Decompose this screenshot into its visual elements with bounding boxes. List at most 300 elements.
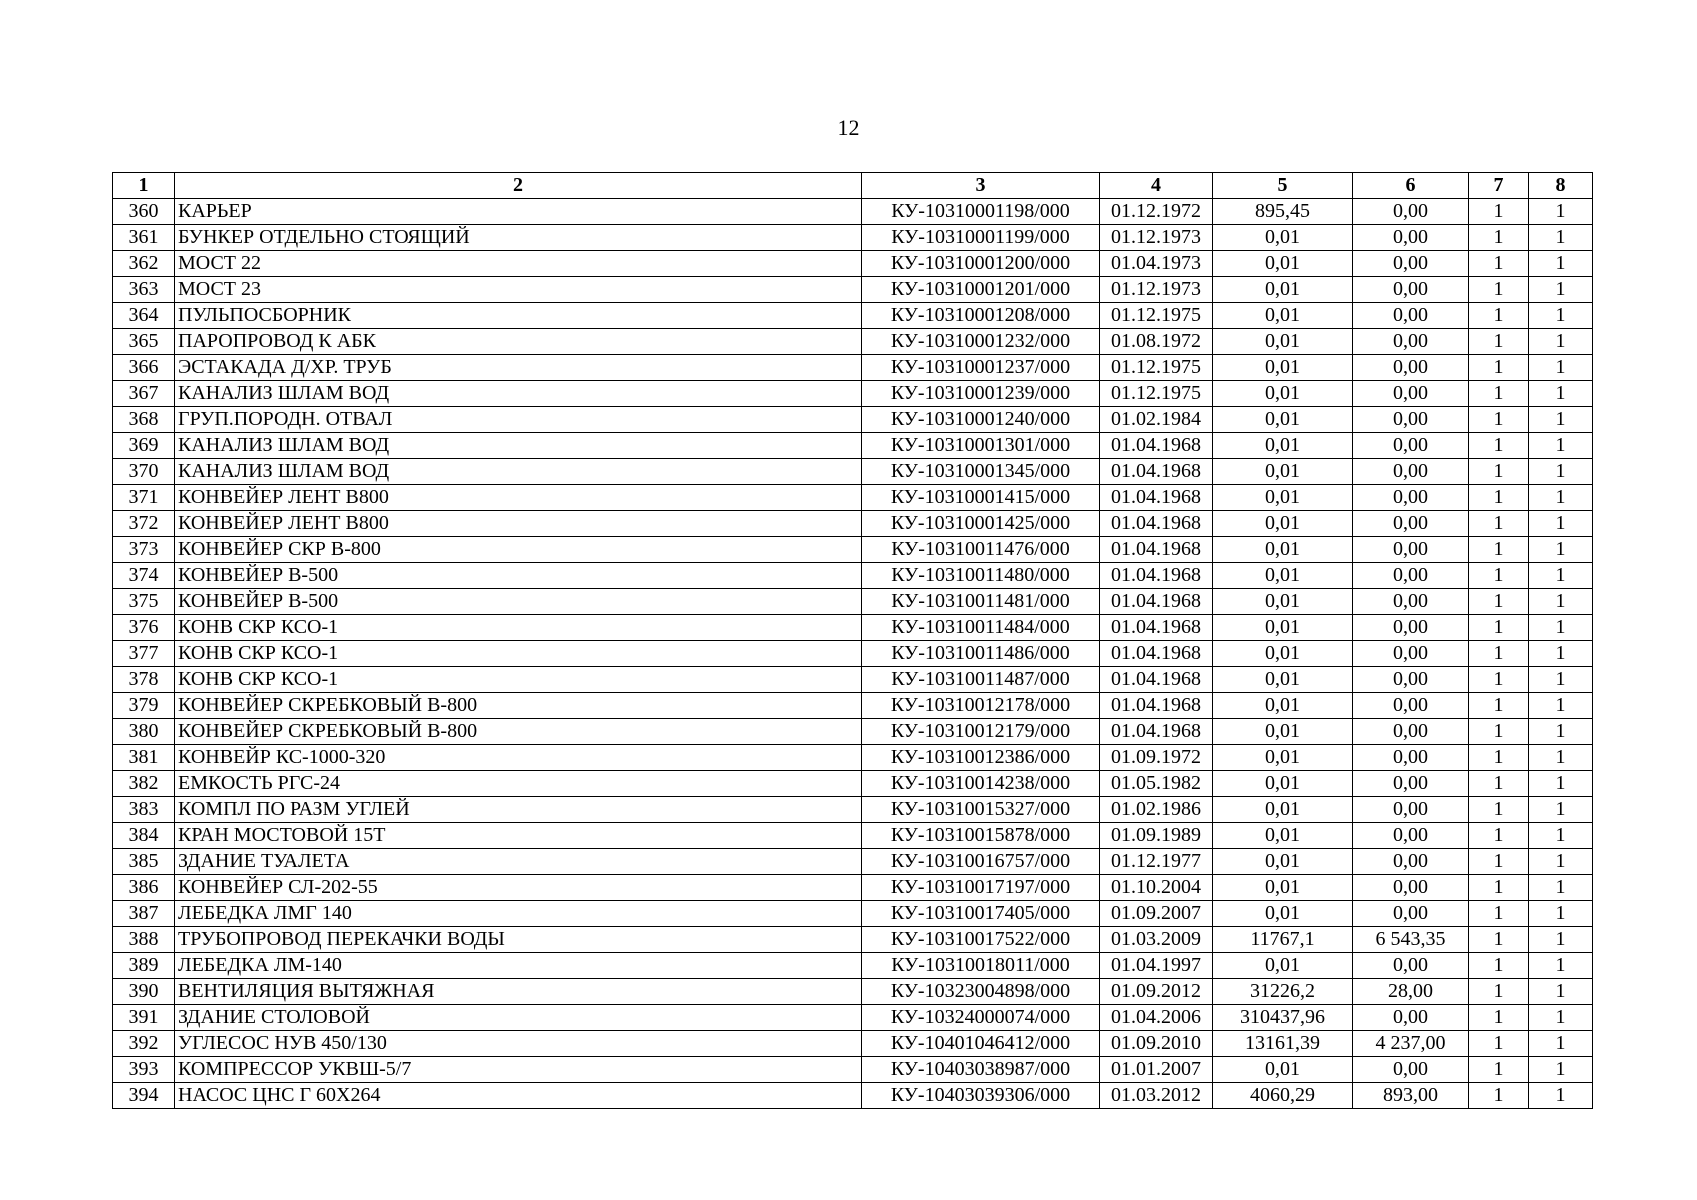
col8-cell: 1 bbox=[1529, 745, 1593, 771]
table-row bbox=[113, 1031, 1593, 1057]
column-header: 6 bbox=[1353, 173, 1469, 199]
row-number-cell: 377 bbox=[113, 641, 175, 667]
name-cell: КОНВЕЙЕР СКРЕБКОВЫЙ В-800 bbox=[175, 719, 862, 745]
value-cell: 13161,39 bbox=[1213, 1031, 1353, 1057]
residual-cell: 0,00 bbox=[1353, 511, 1469, 537]
inventory-number-cell: КУ-10403039306/000 bbox=[862, 1083, 1100, 1109]
col7-cell: 1 bbox=[1469, 719, 1529, 745]
row-number-cell: 394 bbox=[113, 1083, 175, 1109]
date-cell: 01.12.1975 bbox=[1100, 303, 1213, 329]
value-cell: 0,01 bbox=[1213, 901, 1353, 927]
inventory-number-cell: КУ-10310001237/000 bbox=[862, 355, 1100, 381]
name-cell: УГЛЕСОС НУВ 450/130 bbox=[175, 1031, 862, 1057]
value-cell: 0,01 bbox=[1213, 823, 1353, 849]
col8-cell: 1 bbox=[1529, 641, 1593, 667]
col7-cell: 1 bbox=[1469, 199, 1529, 225]
value-cell: 0,01 bbox=[1213, 277, 1353, 303]
date-cell: 01.04.1968 bbox=[1100, 589, 1213, 615]
value-cell: 0,01 bbox=[1213, 693, 1353, 719]
inventory-number-cell: КУ-10310017405/000 bbox=[862, 901, 1100, 927]
table-row bbox=[113, 979, 1593, 1005]
inventory-number-cell: КУ-10310017197/000 bbox=[862, 875, 1100, 901]
col8-cell: 1 bbox=[1529, 199, 1593, 225]
value-cell: 0,01 bbox=[1213, 485, 1353, 511]
col8-cell: 1 bbox=[1529, 303, 1593, 329]
row-number-cell: 361 bbox=[113, 225, 175, 251]
table-row bbox=[113, 537, 1593, 563]
value-cell: 0,01 bbox=[1213, 719, 1353, 745]
residual-cell: 0,00 bbox=[1353, 563, 1469, 589]
residual-cell: 0,00 bbox=[1353, 719, 1469, 745]
date-cell: 01.04.1968 bbox=[1100, 719, 1213, 745]
value-cell: 0,01 bbox=[1213, 563, 1353, 589]
name-cell: ПАРОПРОВОД К АБК bbox=[175, 329, 862, 355]
inventory-number-cell: КУ-10310001425/000 bbox=[862, 511, 1100, 537]
row-number-cell: 380 bbox=[113, 719, 175, 745]
col8-cell: 1 bbox=[1529, 381, 1593, 407]
residual-cell: 0,00 bbox=[1353, 537, 1469, 563]
row-number-cell: 366 bbox=[113, 355, 175, 381]
col7-cell: 1 bbox=[1469, 927, 1529, 953]
inventory-number-cell: КУ-10403038987/000 bbox=[862, 1057, 1100, 1083]
date-cell: 01.10.2004 bbox=[1100, 875, 1213, 901]
name-cell: КОМПЛ ПО РАЗМ УГЛЕЙ bbox=[175, 797, 862, 823]
col8-cell: 1 bbox=[1529, 901, 1593, 927]
residual-cell: 0,00 bbox=[1353, 1005, 1469, 1031]
col8-cell: 1 bbox=[1529, 511, 1593, 537]
value-cell: 0,01 bbox=[1213, 667, 1353, 693]
residual-cell: 0,00 bbox=[1353, 901, 1469, 927]
table-row bbox=[113, 251, 1593, 277]
date-cell: 01.08.1972 bbox=[1100, 329, 1213, 355]
residual-cell: 0,00 bbox=[1353, 381, 1469, 407]
residual-cell: 0,00 bbox=[1353, 823, 1469, 849]
inventory-number-cell: КУ-10310001345/000 bbox=[862, 459, 1100, 485]
row-number-cell: 383 bbox=[113, 797, 175, 823]
col8-cell: 1 bbox=[1529, 953, 1593, 979]
residual-cell: 0,00 bbox=[1353, 199, 1469, 225]
date-cell: 01.02.1986 bbox=[1100, 797, 1213, 823]
date-cell: 01.04.1997 bbox=[1100, 953, 1213, 979]
table-row bbox=[113, 511, 1593, 537]
row-number-cell: 368 bbox=[113, 407, 175, 433]
value-cell: 0,01 bbox=[1213, 745, 1353, 771]
inventory-number-cell: КУ-10310001240/000 bbox=[862, 407, 1100, 433]
table-row bbox=[113, 199, 1593, 225]
date-cell: 01.09.1972 bbox=[1100, 745, 1213, 771]
row-number-cell: 371 bbox=[113, 485, 175, 511]
inventory-number-cell: КУ-10310018011/000 bbox=[862, 953, 1100, 979]
col8-cell: 1 bbox=[1529, 615, 1593, 641]
residual-cell: 0,00 bbox=[1353, 771, 1469, 797]
name-cell: КОНВЕЙЕР ЛЕНТ В800 bbox=[175, 511, 862, 537]
col8-cell: 1 bbox=[1529, 433, 1593, 459]
col7-cell: 1 bbox=[1469, 537, 1529, 563]
date-cell: 01.12.1973 bbox=[1100, 277, 1213, 303]
date-cell: 01.12.1975 bbox=[1100, 381, 1213, 407]
inventory-number-cell: КУ-10310001232/000 bbox=[862, 329, 1100, 355]
residual-cell: 0,00 bbox=[1353, 953, 1469, 979]
residual-cell: 0,00 bbox=[1353, 329, 1469, 355]
row-number-cell: 373 bbox=[113, 537, 175, 563]
inventory-number-cell: КУ-10310001239/000 bbox=[862, 381, 1100, 407]
column-header: 8 bbox=[1529, 173, 1593, 199]
inventory-number-cell: КУ-10310011484/000 bbox=[862, 615, 1100, 641]
row-number-cell: 390 bbox=[113, 979, 175, 1005]
date-cell: 01.12.1977 bbox=[1100, 849, 1213, 875]
residual-cell: 0,00 bbox=[1353, 433, 1469, 459]
date-cell: 01.12.1972 bbox=[1100, 199, 1213, 225]
col8-cell: 1 bbox=[1529, 251, 1593, 277]
value-cell: 310437,96 bbox=[1213, 1005, 1353, 1031]
col8-cell: 1 bbox=[1529, 693, 1593, 719]
row-number-cell: 387 bbox=[113, 901, 175, 927]
residual-cell: 0,00 bbox=[1353, 797, 1469, 823]
row-number-cell: 382 bbox=[113, 771, 175, 797]
date-cell: 01.05.1982 bbox=[1100, 771, 1213, 797]
inventory-number-cell: КУ-10310012386/000 bbox=[862, 745, 1100, 771]
table-row bbox=[113, 693, 1593, 719]
row-number-cell: 384 bbox=[113, 823, 175, 849]
inventory-number-cell: КУ-10310001199/000 bbox=[862, 225, 1100, 251]
inventory-number-cell: КУ-10310011486/000 bbox=[862, 641, 1100, 667]
column-header: 3 bbox=[862, 173, 1100, 199]
inventory-number-cell: КУ-10310011480/000 bbox=[862, 563, 1100, 589]
row-number-cell: 372 bbox=[113, 511, 175, 537]
inventory-number-cell: КУ-10401046412/000 bbox=[862, 1031, 1100, 1057]
col7-cell: 1 bbox=[1469, 953, 1529, 979]
value-cell: 0,01 bbox=[1213, 355, 1353, 381]
date-cell: 01.12.1973 bbox=[1100, 225, 1213, 251]
table-row bbox=[113, 355, 1593, 381]
date-cell: 01.02.1984 bbox=[1100, 407, 1213, 433]
inventory-number-cell: КУ-10310001415/000 bbox=[862, 485, 1100, 511]
name-cell: МОСТ 23 bbox=[175, 277, 862, 303]
column-header: 2 bbox=[175, 173, 862, 199]
col7-cell: 1 bbox=[1469, 745, 1529, 771]
page-number: 12 bbox=[837, 115, 860, 140]
name-cell: КРАН МОСТОВОЙ 15Т bbox=[175, 823, 862, 849]
residual-cell: 0,00 bbox=[1353, 485, 1469, 511]
col7-cell: 1 bbox=[1469, 771, 1529, 797]
col7-cell: 1 bbox=[1469, 693, 1529, 719]
value-cell: 0,01 bbox=[1213, 225, 1353, 251]
col8-cell: 1 bbox=[1529, 1083, 1593, 1109]
date-cell: 01.04.1968 bbox=[1100, 563, 1213, 589]
residual-cell: 4 237,00 bbox=[1353, 1031, 1469, 1057]
row-number-cell: 385 bbox=[113, 849, 175, 875]
row-number-cell: 381 bbox=[113, 745, 175, 771]
row-number-cell: 360 bbox=[113, 199, 175, 225]
name-cell: КОНВ СКР КСО-1 bbox=[175, 641, 862, 667]
table-row bbox=[113, 485, 1593, 511]
col7-cell: 1 bbox=[1469, 1057, 1529, 1083]
name-cell: ЛЕБЕДКА ЛМ-140 bbox=[175, 953, 862, 979]
value-cell: 0,01 bbox=[1213, 329, 1353, 355]
col7-cell: 1 bbox=[1469, 563, 1529, 589]
col8-cell: 1 bbox=[1529, 823, 1593, 849]
row-number-cell: 369 bbox=[113, 433, 175, 459]
date-cell: 01.04.1968 bbox=[1100, 511, 1213, 537]
row-number-cell: 393 bbox=[113, 1057, 175, 1083]
col8-cell: 1 bbox=[1529, 1005, 1593, 1031]
residual-cell: 0,00 bbox=[1353, 667, 1469, 693]
row-number-cell: 364 bbox=[113, 303, 175, 329]
table-row bbox=[113, 1005, 1593, 1031]
column-header: 1 bbox=[113, 173, 175, 199]
date-cell: 01.09.1989 bbox=[1100, 823, 1213, 849]
residual-cell: 0,00 bbox=[1353, 745, 1469, 771]
name-cell: ПУЛЬПОСБОРНИК bbox=[175, 303, 862, 329]
table-row bbox=[113, 667, 1593, 693]
residual-cell: 0,00 bbox=[1353, 589, 1469, 615]
table-row bbox=[113, 433, 1593, 459]
col7-cell: 1 bbox=[1469, 589, 1529, 615]
value-cell: 0,01 bbox=[1213, 459, 1353, 485]
row-number-cell: 392 bbox=[113, 1031, 175, 1057]
name-cell: ЗДАНИЕ СТОЛОВОЙ bbox=[175, 1005, 862, 1031]
date-cell: 01.04.1968 bbox=[1100, 641, 1213, 667]
table-row bbox=[113, 329, 1593, 355]
residual-cell: 0,00 bbox=[1353, 615, 1469, 641]
col8-cell: 1 bbox=[1529, 667, 1593, 693]
table-row bbox=[113, 875, 1593, 901]
col7-cell: 1 bbox=[1469, 823, 1529, 849]
residual-cell: 893,00 bbox=[1353, 1083, 1469, 1109]
col7-cell: 1 bbox=[1469, 303, 1529, 329]
col7-cell: 1 bbox=[1469, 511, 1529, 537]
col7-cell: 1 bbox=[1469, 875, 1529, 901]
col7-cell: 1 bbox=[1469, 459, 1529, 485]
date-cell: 01.03.2009 bbox=[1100, 927, 1213, 953]
name-cell: КАНАЛИЗ ШЛАМ ВОД bbox=[175, 459, 862, 485]
row-number-cell: 374 bbox=[113, 563, 175, 589]
col7-cell: 1 bbox=[1469, 849, 1529, 875]
table-row bbox=[113, 797, 1593, 823]
col7-cell: 1 bbox=[1469, 329, 1529, 355]
date-cell: 01.03.2012 bbox=[1100, 1083, 1213, 1109]
residual-cell: 0,00 bbox=[1353, 407, 1469, 433]
row-number-cell: 391 bbox=[113, 1005, 175, 1031]
column-header: 4 bbox=[1100, 173, 1213, 199]
inventory-number-cell: КУ-10310001301/000 bbox=[862, 433, 1100, 459]
col8-cell: 1 bbox=[1529, 771, 1593, 797]
inventory-number-cell: КУ-10310011481/000 bbox=[862, 589, 1100, 615]
value-cell: 0,01 bbox=[1213, 251, 1353, 277]
name-cell: КАРЬЕР bbox=[175, 199, 862, 225]
col8-cell: 1 bbox=[1529, 589, 1593, 615]
name-cell: КОНВЕЙР КС-1000-320 bbox=[175, 745, 862, 771]
col7-cell: 1 bbox=[1469, 277, 1529, 303]
name-cell: КАНАЛИЗ ШЛАМ ВОД bbox=[175, 381, 862, 407]
table-row bbox=[113, 901, 1593, 927]
col7-cell: 1 bbox=[1469, 355, 1529, 381]
name-cell: ВЕНТИЛЯЦИЯ ВЫТЯЖНАЯ bbox=[175, 979, 862, 1005]
value-cell: 0,01 bbox=[1213, 797, 1353, 823]
name-cell: КОНВ СКР КСО-1 bbox=[175, 615, 862, 641]
value-cell: 0,01 bbox=[1213, 589, 1353, 615]
table-row bbox=[113, 563, 1593, 589]
value-cell: 0,01 bbox=[1213, 875, 1353, 901]
col7-cell: 1 bbox=[1469, 1031, 1529, 1057]
name-cell: КАНАЛИЗ ШЛАМ ВОД bbox=[175, 433, 862, 459]
row-number-cell: 367 bbox=[113, 381, 175, 407]
date-cell: 01.04.1968 bbox=[1100, 693, 1213, 719]
col8-cell: 1 bbox=[1529, 563, 1593, 589]
value-cell: 4060,29 bbox=[1213, 1083, 1353, 1109]
table-row bbox=[113, 823, 1593, 849]
residual-cell: 6 543,35 bbox=[1353, 927, 1469, 953]
date-cell: 01.01.2007 bbox=[1100, 1057, 1213, 1083]
date-cell: 01.09.2007 bbox=[1100, 901, 1213, 927]
name-cell: КОМПРЕССОР УКВШ-5/7 bbox=[175, 1057, 862, 1083]
date-cell: 01.04.1968 bbox=[1100, 485, 1213, 511]
table-row bbox=[113, 849, 1593, 875]
name-cell: КОНВЕЙЕР В-500 bbox=[175, 563, 862, 589]
inventory-number-cell: КУ-10310017522/000 bbox=[862, 927, 1100, 953]
col8-cell: 1 bbox=[1529, 719, 1593, 745]
table-row bbox=[113, 953, 1593, 979]
inventory-number-cell: КУ-10324000074/000 bbox=[862, 1005, 1100, 1031]
residual-cell: 0,00 bbox=[1353, 849, 1469, 875]
table-row bbox=[113, 927, 1593, 953]
value-cell: 0,01 bbox=[1213, 407, 1353, 433]
col8-cell: 1 bbox=[1529, 277, 1593, 303]
col7-cell: 1 bbox=[1469, 979, 1529, 1005]
col8-cell: 1 bbox=[1529, 537, 1593, 563]
col7-cell: 1 bbox=[1469, 641, 1529, 667]
table-row bbox=[113, 641, 1593, 667]
col8-cell: 1 bbox=[1529, 849, 1593, 875]
row-number-cell: 389 bbox=[113, 953, 175, 979]
table-row bbox=[113, 277, 1593, 303]
residual-cell: 0,00 bbox=[1353, 277, 1469, 303]
inventory-number-cell: КУ-10310001201/000 bbox=[862, 277, 1100, 303]
col8-cell: 1 bbox=[1529, 979, 1593, 1005]
col7-cell: 1 bbox=[1469, 667, 1529, 693]
value-cell: 31226,2 bbox=[1213, 979, 1353, 1005]
row-number-cell: 365 bbox=[113, 329, 175, 355]
name-cell: КОНВЕЙЕР В-500 bbox=[175, 589, 862, 615]
name-cell: КОНВЕЙЕР СКР В-800 bbox=[175, 537, 862, 563]
date-cell: 01.04.2006 bbox=[1100, 1005, 1213, 1031]
table-row bbox=[113, 1083, 1593, 1109]
name-cell: ЭСТАКАДА Д/ХР. ТРУБ bbox=[175, 355, 862, 381]
date-cell: 01.04.1968 bbox=[1100, 459, 1213, 485]
col7-cell: 1 bbox=[1469, 1083, 1529, 1109]
row-number-cell: 379 bbox=[113, 693, 175, 719]
table-row bbox=[113, 407, 1593, 433]
value-cell: 0,01 bbox=[1213, 641, 1353, 667]
col7-cell: 1 bbox=[1469, 251, 1529, 277]
inventory-number-cell: КУ-10310001198/000 bbox=[862, 199, 1100, 225]
inventory-number-cell: КУ-10323004898/000 bbox=[862, 979, 1100, 1005]
col8-cell: 1 bbox=[1529, 797, 1593, 823]
residual-cell: 0,00 bbox=[1353, 355, 1469, 381]
table-row bbox=[113, 745, 1593, 771]
residual-cell: 28,00 bbox=[1353, 979, 1469, 1005]
name-cell: КОНВЕЙЕР ЛЕНТ В800 bbox=[175, 485, 862, 511]
date-cell: 01.04.1968 bbox=[1100, 615, 1213, 641]
row-number-cell: 388 bbox=[113, 927, 175, 953]
residual-cell: 0,00 bbox=[1353, 225, 1469, 251]
table-row bbox=[113, 615, 1593, 641]
table-row bbox=[113, 303, 1593, 329]
column-header: 5 bbox=[1213, 173, 1353, 199]
table-row bbox=[113, 719, 1593, 745]
col7-cell: 1 bbox=[1469, 615, 1529, 641]
col8-cell: 1 bbox=[1529, 355, 1593, 381]
name-cell: КОНВЕЙЕР СКРЕБКОВЫЙ В-800 bbox=[175, 693, 862, 719]
col8-cell: 1 bbox=[1529, 875, 1593, 901]
inventory-number-cell: КУ-10310016757/000 bbox=[862, 849, 1100, 875]
residual-cell: 0,00 bbox=[1353, 641, 1469, 667]
value-cell: 11767,1 bbox=[1213, 927, 1353, 953]
inventory-number-cell: КУ-10310015327/000 bbox=[862, 797, 1100, 823]
col7-cell: 1 bbox=[1469, 901, 1529, 927]
date-cell: 01.04.1973 bbox=[1100, 251, 1213, 277]
value-cell: 895,45 bbox=[1213, 199, 1353, 225]
date-cell: 01.09.2010 bbox=[1100, 1031, 1213, 1057]
inventory-number-cell: КУ-10310012178/000 bbox=[862, 693, 1100, 719]
col7-cell: 1 bbox=[1469, 381, 1529, 407]
col8-cell: 1 bbox=[1529, 1057, 1593, 1083]
name-cell: КОНВ СКР КСО-1 bbox=[175, 667, 862, 693]
inventory-number-cell: КУ-10310001208/000 bbox=[862, 303, 1100, 329]
row-number-cell: 386 bbox=[113, 875, 175, 901]
residual-cell: 0,00 bbox=[1353, 303, 1469, 329]
date-cell: 01.04.1968 bbox=[1100, 433, 1213, 459]
name-cell: КОНВЕЙЕР СЛ-202-55 bbox=[175, 875, 862, 901]
table-row bbox=[113, 459, 1593, 485]
name-cell: ЕМКОСТЬ РГС-24 bbox=[175, 771, 862, 797]
name-cell: БУНКЕР ОТДЕЛЬНО СТОЯЩИЙ bbox=[175, 225, 862, 251]
col7-cell: 1 bbox=[1469, 797, 1529, 823]
col7-cell: 1 bbox=[1469, 225, 1529, 251]
inventory-number-cell: КУ-10310001200/000 bbox=[862, 251, 1100, 277]
column-header: 7 bbox=[1469, 173, 1529, 199]
name-cell: МОСТ 22 bbox=[175, 251, 862, 277]
value-cell: 0,01 bbox=[1213, 953, 1353, 979]
inventory-number-cell: КУ-10310015878/000 bbox=[862, 823, 1100, 849]
col8-cell: 1 bbox=[1529, 329, 1593, 355]
table-row bbox=[113, 381, 1593, 407]
header-row bbox=[113, 173, 1593, 199]
col7-cell: 1 bbox=[1469, 1005, 1529, 1031]
date-cell: 01.09.2012 bbox=[1100, 979, 1213, 1005]
row-number-cell: 375 bbox=[113, 589, 175, 615]
inventory-number-cell: КУ-10310012179/000 bbox=[862, 719, 1100, 745]
value-cell: 0,01 bbox=[1213, 771, 1353, 797]
date-cell: 01.12.1975 bbox=[1100, 355, 1213, 381]
name-cell: НАСОС ЦНС Г 60Х264 bbox=[175, 1083, 862, 1109]
col8-cell: 1 bbox=[1529, 1031, 1593, 1057]
date-cell: 01.04.1968 bbox=[1100, 537, 1213, 563]
col7-cell: 1 bbox=[1469, 485, 1529, 511]
date-cell: 01.04.1968 bbox=[1100, 667, 1213, 693]
row-number-cell: 363 bbox=[113, 277, 175, 303]
value-cell: 0,01 bbox=[1213, 537, 1353, 563]
table-row bbox=[113, 1057, 1593, 1083]
table-body bbox=[113, 199, 1593, 1109]
asset-register-table bbox=[112, 172, 1593, 1109]
col8-cell: 1 bbox=[1529, 485, 1593, 511]
value-cell: 0,01 bbox=[1213, 303, 1353, 329]
residual-cell: 0,00 bbox=[1353, 459, 1469, 485]
table-row bbox=[113, 771, 1593, 797]
row-number-cell: 376 bbox=[113, 615, 175, 641]
value-cell: 0,01 bbox=[1213, 615, 1353, 641]
